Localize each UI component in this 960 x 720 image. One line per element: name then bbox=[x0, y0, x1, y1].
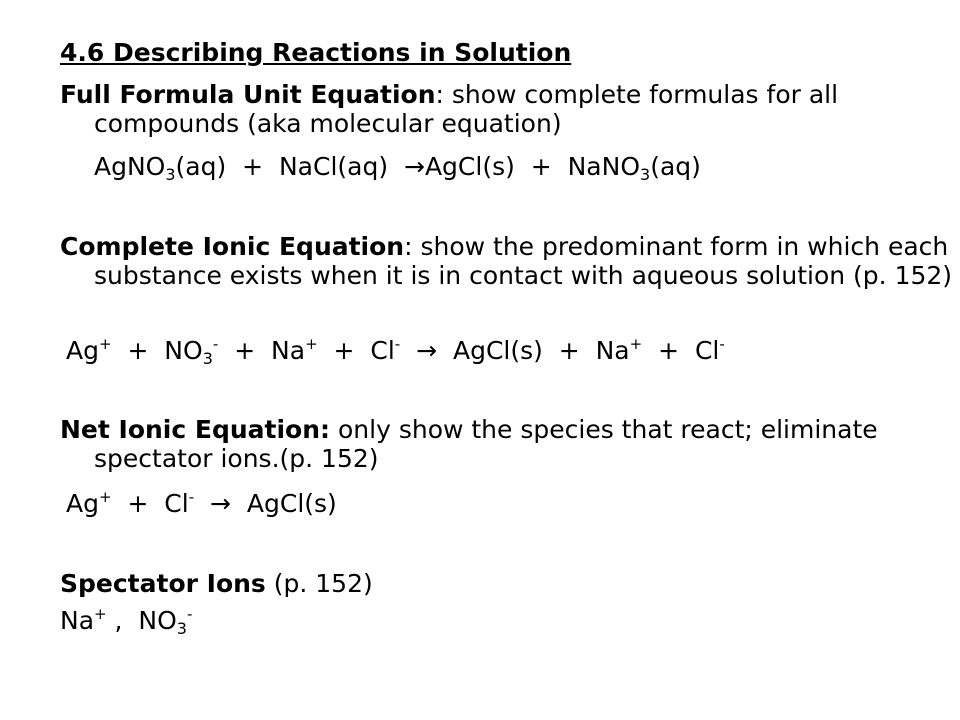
spectator-na: Na bbox=[60, 606, 95, 635]
eq2-cl-product: Cl bbox=[694, 336, 720, 365]
eq1-agno3: AgNO bbox=[94, 152, 166, 181]
complete-ionic-text: : show the predominant form in which each substance exists when it is in contact with aqueous solution (p. 152) bbox=[94, 232, 953, 290]
eq2-plus-5: + bbox=[642, 336, 695, 365]
eq2-plus-2: + bbox=[218, 336, 272, 365]
eq2-cl: Cl bbox=[370, 336, 395, 365]
eq1-nano3-sub: 3 bbox=[640, 165, 651, 184]
eq3-arrow-icon: → bbox=[210, 489, 231, 518]
eq3-ag: Ag bbox=[66, 489, 99, 518]
eq2-plus-3: + bbox=[317, 336, 371, 365]
net-ionic-text: only show the species that react; eliminate spectator ions.(p. 152) bbox=[94, 415, 878, 473]
eq3-cl-charge: - bbox=[188, 488, 195, 506]
full-formula-term: Full Formula Unit Equation bbox=[60, 80, 436, 109]
molecular-equation bbox=[94, 152, 701, 184]
full-formula-definition bbox=[60, 80, 954, 138]
eq1-agno3-sub: 3 bbox=[165, 165, 176, 184]
slide-title: 4.6 Describing Reactions in Solution bbox=[60, 38, 572, 67]
eq2-na-charge: + bbox=[305, 335, 318, 353]
spectator-no3: NO bbox=[138, 606, 177, 635]
eq2-na-product: Na bbox=[595, 336, 630, 365]
eq1-nano3-state: (aq) bbox=[650, 152, 701, 181]
spectator-separator: , bbox=[106, 606, 139, 635]
net-ionic-term: Net Ionic Equation: bbox=[60, 415, 331, 444]
net-ionic-equation bbox=[66, 489, 337, 518]
net-ionic-definition bbox=[60, 415, 954, 473]
eq3-cl: Cl bbox=[164, 489, 189, 518]
eq2-na-product-charge: + bbox=[629, 335, 643, 353]
spectator-ions-heading bbox=[60, 569, 373, 598]
eq2-no3-charge: - bbox=[212, 335, 219, 353]
eq2-agcl: AgCl(s) bbox=[452, 336, 543, 365]
complete-ionic-definition bbox=[60, 232, 954, 290]
eq2-cl-product-charge: - bbox=[719, 335, 725, 353]
eq2-plus-1: + bbox=[111, 336, 165, 365]
spectator-ions-term: Spectator Ions bbox=[60, 569, 266, 598]
complete-ionic-equation bbox=[66, 335, 725, 368]
eq1-arrow-icon: → bbox=[404, 152, 425, 181]
eq2-no3: NO bbox=[164, 336, 203, 365]
eq2-ag: Ag bbox=[66, 336, 99, 365]
spectator-no3-sub: 3 bbox=[176, 619, 187, 638]
eq2-arrow-icon: → bbox=[416, 336, 438, 365]
spectator-no3-charge: - bbox=[186, 605, 193, 623]
eq3-ag-charge: + bbox=[98, 488, 112, 506]
eq2-na: Na bbox=[271, 336, 306, 365]
complete-ionic-term: Complete Ionic Equation bbox=[60, 232, 405, 261]
full-formula-text: : show complete formulas for all compounds (aka molecular equation) bbox=[94, 80, 839, 138]
eq3-agcl: AgCl(s) bbox=[246, 489, 337, 518]
eq1-products: AgCl(s) + NaNO bbox=[424, 152, 640, 181]
spectator-ions-ref: (p. 152) bbox=[265, 569, 373, 598]
spectator-ions-list bbox=[60, 605, 193, 638]
eq2-cl-charge: - bbox=[394, 335, 401, 353]
eq2-no3-sub: 3 bbox=[202, 349, 213, 368]
eq1-reactants-rest: (aq) + NaCl(aq) bbox=[175, 152, 404, 181]
eq2-plus-4: + bbox=[542, 336, 596, 365]
spectator-na-charge: + bbox=[94, 605, 107, 623]
eq3-plus: + bbox=[111, 489, 165, 518]
eq2-ag-charge: + bbox=[98, 335, 112, 353]
